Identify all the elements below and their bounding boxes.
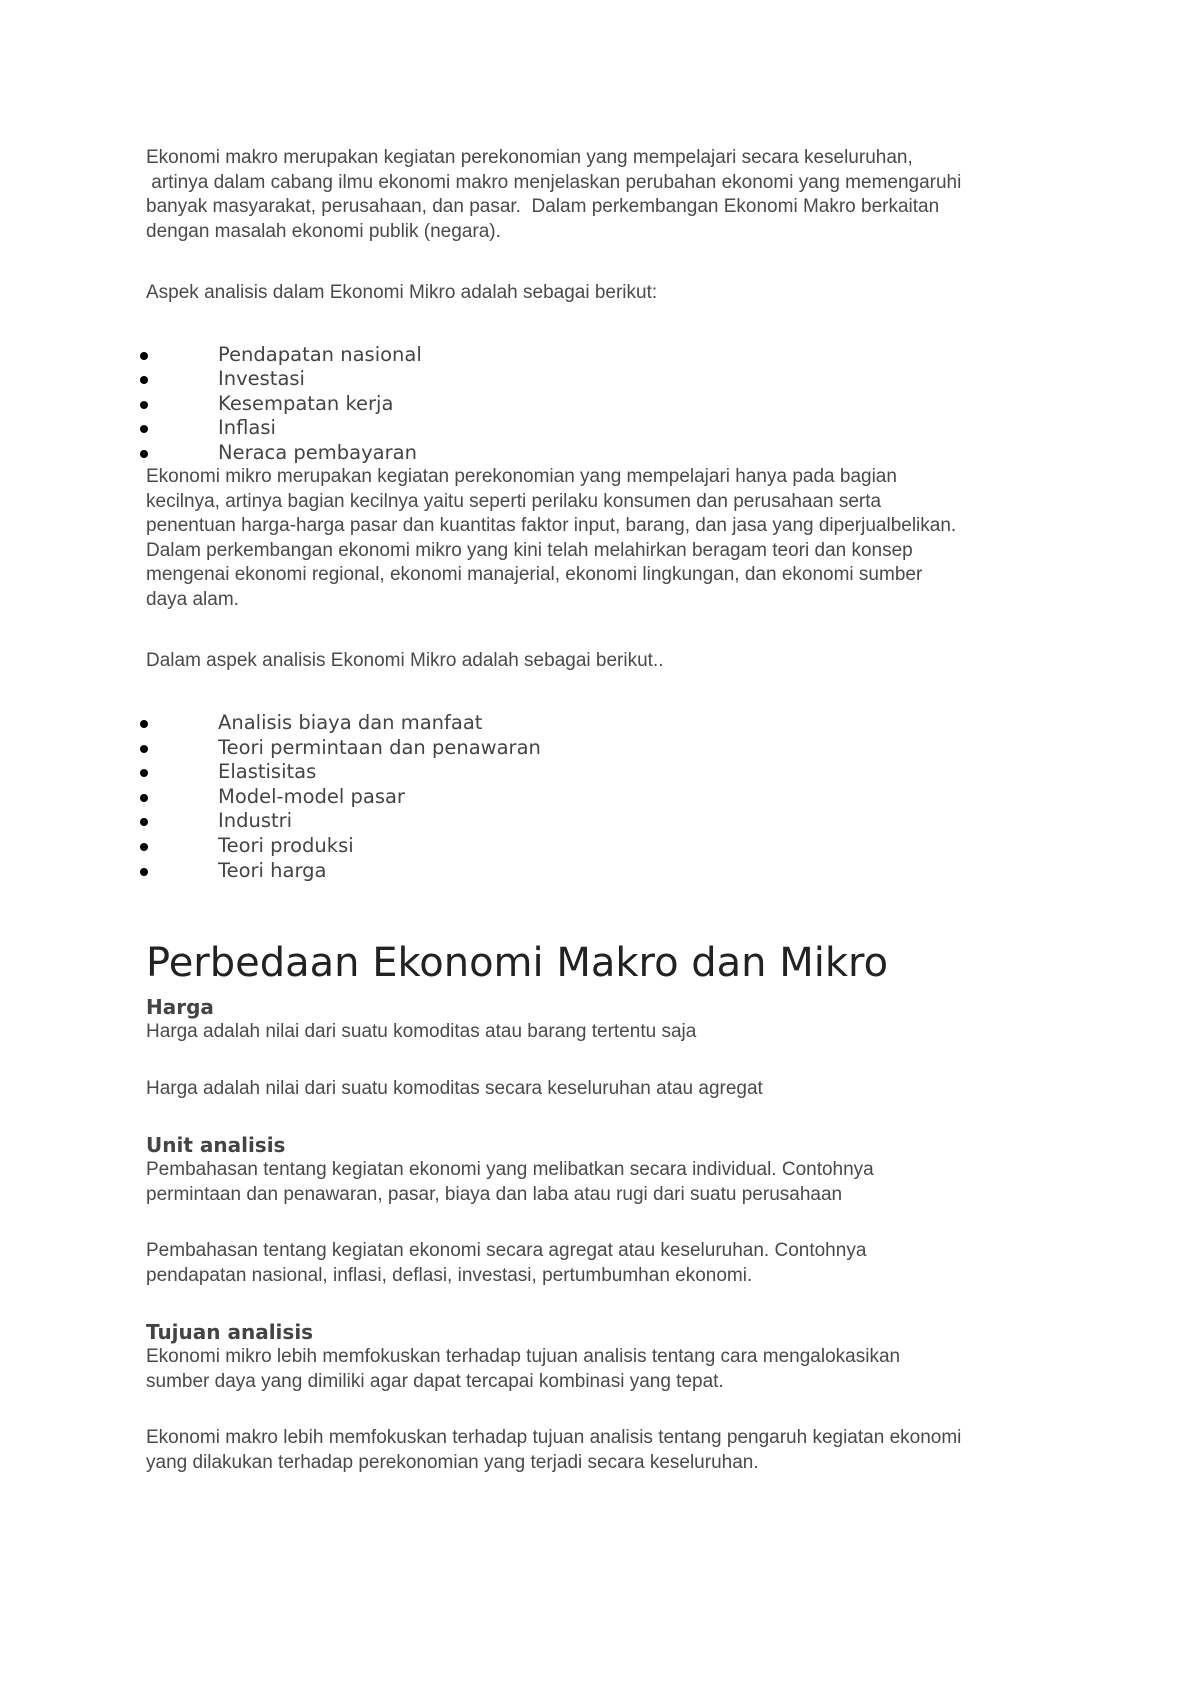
list-item bbox=[146, 416, 1076, 441]
micro-aspect-intro: Dalam aspek analisis Ekonomi Mikro adalah sebagai berikut.. bbox=[146, 650, 664, 672]
list-item-label: Investasi bbox=[218, 367, 305, 391]
list-item-label: Teori produksi bbox=[218, 833, 354, 857]
comparison-heading: Harga bbox=[146, 995, 214, 1020]
comparison-harga bbox=[146, 995, 1076, 1101]
list-item bbox=[146, 392, 1076, 417]
list-item-label: Pendapatan nasional bbox=[218, 342, 422, 366]
list-item bbox=[146, 736, 1076, 761]
macro-aspect-list bbox=[146, 343, 1076, 466]
bullet-icon bbox=[140, 450, 148, 458]
list-item-label: Model-model pasar bbox=[218, 784, 405, 808]
bullet-icon bbox=[140, 745, 148, 753]
list-item-label: Analisis biaya dan manfaat bbox=[218, 710, 483, 734]
list-item-label: Teori permintaan dan penawaran bbox=[218, 735, 541, 759]
list-item-label: Teori harga bbox=[218, 858, 327, 882]
list-item bbox=[146, 367, 1076, 392]
comparison-heading: Tujuan analisis bbox=[146, 1320, 314, 1345]
list-item bbox=[146, 343, 1076, 368]
bullet-icon bbox=[140, 818, 148, 826]
bullet-icon bbox=[140, 376, 148, 384]
bullet-icon bbox=[140, 401, 148, 409]
bullet-icon bbox=[140, 794, 148, 802]
list-item bbox=[146, 785, 1076, 810]
bullet-icon bbox=[140, 769, 148, 777]
list-item-label: Inflasi bbox=[218, 416, 276, 440]
list-item-label: Elastisitas bbox=[218, 760, 317, 784]
list-item-label: Industri bbox=[218, 809, 293, 833]
macro-aspect-intro: Aspek analisis dalam Ekonomi Mikro adalah sebagai berikut: bbox=[146, 282, 658, 303]
list-item bbox=[146, 859, 1076, 884]
list-item bbox=[146, 711, 1076, 736]
comparison-macro-text: Ekonomi makro lebih memfokuskan terhadap tujuan analisis tentang pengaruh kegiatan ekonomi yang dilakukan terhadap perekonomian yang terjadi secara keseluruhan. bbox=[146, 1427, 962, 1473]
list-item bbox=[146, 809, 1076, 834]
section-title: Perbedaan Ekonomi Makro dan Mikro bbox=[146, 940, 889, 987]
comparison-macro-text: Pembahasan tentang kegiatan ekonomi secara agregat atau keseluruhan. Contohnya pendapatan nasional, inflasi, deflasi, investasi, pertumbumhan ekonomi. bbox=[146, 1240, 867, 1286]
bullet-icon bbox=[140, 720, 148, 728]
bullet-icon bbox=[140, 352, 148, 360]
intro-macro-paragraph: Ekonomi makro merupakan kegiatan perekonomian yang mempelajari secara keseluruhan, artinya dalam cabang ilmu ekonomi makro menjelaskan perubahan ekonomi yang memengaruhi banyak masyarakat, perusahaan, dan pasar. Dalam perkembangan Ekonomi Makro berkaitan dengan masalah ekonomi publik (negara). bbox=[146, 147, 962, 242]
document-page bbox=[146, 146, 1076, 1475]
comparison-unit-analisis bbox=[146, 1133, 1076, 1288]
comparison-micro-text: Pembahasan tentang kegiatan ekonomi yang melibatkan secara individual. Contohnya permintaan dan penawaran, pasar, biaya dan laba atau rugi dari suatu perusahaan bbox=[146, 1159, 874, 1205]
list-item-label: Neraca pembayaran bbox=[218, 440, 417, 464]
comparison-heading: Unit analisis bbox=[146, 1133, 286, 1158]
comparison-micro-text: Harga adalah nilai dari suatu komoditas atau barang tertentu saja bbox=[146, 1021, 697, 1043]
list-item bbox=[146, 760, 1076, 785]
intro-micro-paragraph: Ekonomi mikro merupakan kegiatan perekonomian yang mempelajari hanya pada bagian kecilnya, artinya bagian kecilnya yaitu seperti perilaku konsumen dan perusahaan serta penentuan harga-harga pasar dan kuantitas faktor input, barang, dan jasa yang diperjualbelikan. Dalam perkembangan ekonomi mikro yang kini telah melahirkan beragam teori dan konsep mengenai ekonomi regional, ekonomi manajerial, ekonomi lingkungan, dan ekonomi sumber daya alam. bbox=[146, 466, 957, 610]
comparison-micro-text: Ekonomi mikro lebih memfokuskan terhadap tujuan analisis tentang cara mengalokasikan sumber daya yang dimiliki agar dapat tercapai kombinasi yang tepat. bbox=[146, 1346, 901, 1392]
list-item bbox=[146, 834, 1076, 859]
list-item bbox=[146, 441, 1076, 466]
bullet-icon bbox=[140, 425, 148, 433]
bullet-icon bbox=[140, 868, 148, 876]
comparison-tujuan-analisis bbox=[146, 1320, 1076, 1475]
list-item-label: Kesempatan kerja bbox=[218, 391, 394, 415]
bullet-icon bbox=[140, 843, 148, 851]
comparison-macro-text: Harga adalah nilai dari suatu komoditas secara keseluruhan atau agregat bbox=[146, 1077, 763, 1099]
micro-aspect-list bbox=[146, 711, 1076, 883]
